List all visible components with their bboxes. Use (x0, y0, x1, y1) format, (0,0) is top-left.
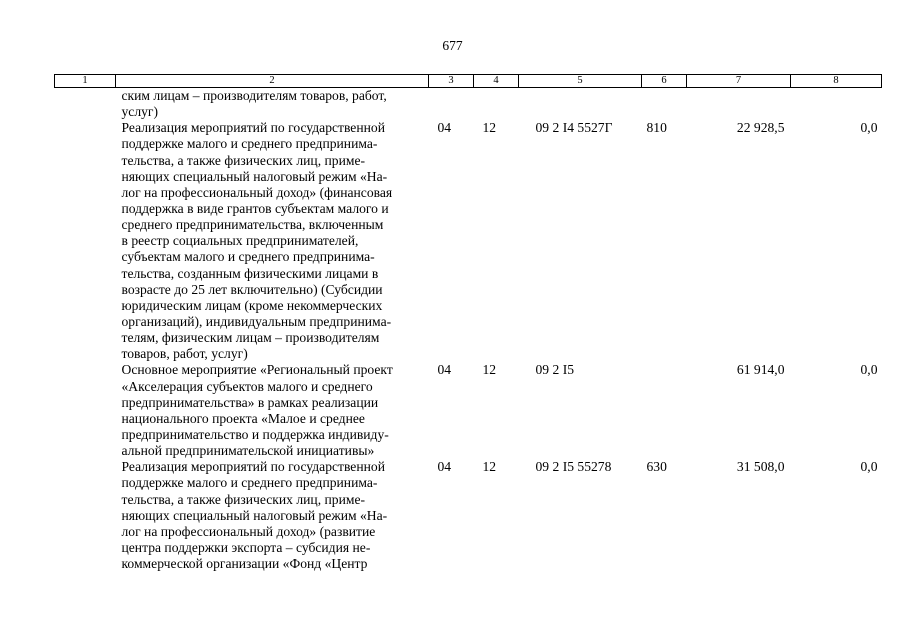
column-header-7: 7 (687, 75, 791, 88)
column-header-2: 2 (116, 75, 429, 88)
row-name-line: Реализация мероприятий по государственной (121, 459, 385, 475)
row-name-line: «Акселерация субъектов малого и среднего (121, 378, 373, 394)
column-header-1: 1 (55, 75, 116, 88)
section-code: 04 (437, 459, 452, 475)
row-name-line: услуг) (121, 104, 159, 120)
row-name-line: тельства, а также физических лиц, приме- (121, 491, 366, 507)
row-name-cell (116, 88, 429, 121)
row-name-line: лог на профессиональный доход» (финансовая (121, 184, 393, 200)
subsection-code: 12 (482, 362, 497, 378)
row-name-line: среднего предпринимательства, включенным (121, 217, 384, 233)
column-header-8: 8 (791, 75, 882, 88)
row-empty-cell (55, 459, 116, 572)
target-article-code: 09 2 I4 5527Г (535, 120, 613, 136)
row-name-line: ским лицам – производителям товаров, работ, (121, 88, 387, 103)
row-name-line: организаций), индивидуальным предпринима- (121, 313, 392, 329)
row-name-line: няющих специальный налоговый режим «На- (121, 507, 388, 523)
expense-type-code (642, 362, 687, 459)
column-header-4: 4 (474, 75, 519, 88)
page-number: 677 (442, 38, 463, 53)
row-name-line: предпринимательства» в рамках реализации (121, 394, 379, 410)
target-article-code (519, 88, 642, 121)
amount-col7: 22 928,5 (736, 120, 785, 136)
table-row (55, 362, 882, 459)
amount-col8 (791, 88, 882, 121)
row-name-line: центра поддержки экспорта – субсидия не- (121, 539, 371, 555)
row-name-line: тельства, а также физических лиц, приме- (121, 152, 366, 168)
expense-type-code: 630 (646, 459, 667, 475)
row-name-cell (116, 459, 429, 572)
row-name-line: коммерческой организации «Фонд «Центр (121, 556, 368, 572)
row-empty-cell (55, 120, 116, 362)
row-name-line: юридическим лицам (кроме некоммерческих (121, 297, 383, 313)
row-name-line: лог на профессиональный доход» (развитие (121, 523, 376, 539)
section-code: 04 (437, 120, 452, 136)
column-header-6: 6 (642, 75, 687, 88)
table-row (55, 88, 882, 121)
row-name-line: предпринимательство и поддержка индивиду- (121, 426, 389, 442)
row-name-line: товаров, работ, услуг) (121, 346, 248, 362)
table-row (55, 120, 882, 362)
table-row (55, 459, 882, 572)
target-article-code: 09 2 I5 (535, 362, 575, 378)
column-number-row (55, 75, 882, 88)
amount-col8: 0,0 (860, 459, 878, 475)
row-empty-cell (55, 362, 116, 459)
row-name-line: в реестр социальных предпринимателей, (121, 233, 359, 249)
column-header-5: 5 (519, 75, 642, 88)
table-body (55, 88, 882, 573)
row-name-line: субъектам малого и среднего предпринима- (121, 249, 375, 265)
expense-type-code: 810 (646, 120, 667, 136)
row-name-line: поддержке малого и среднего предпринима- (121, 136, 378, 152)
amount-col8: 0,0 (860, 120, 878, 136)
amount-col8: 0,0 (860, 362, 878, 378)
row-name-line: альной предпринимательской инициативы» (121, 443, 375, 459)
row-name-cell (116, 362, 429, 459)
subsection-code: 12 (482, 120, 497, 136)
row-name-line: няющих специальный налоговый режим «На- (121, 168, 388, 184)
row-name-line: Основное мероприятие «Региональный проект (121, 362, 393, 378)
row-name-line: телям, физическим лицам – производителям (121, 330, 380, 346)
section-code (429, 88, 474, 121)
row-empty-cell (55, 88, 116, 121)
expense-type-code (642, 88, 687, 121)
subsection-code (474, 88, 519, 121)
row-name-line: национального проекта «Малое и среднее (121, 410, 365, 426)
row-name-line: поддержке малого и среднего предпринима- (121, 475, 378, 491)
target-article-code: 09 2 I5 55278 (535, 459, 612, 475)
amount-col7 (687, 88, 791, 121)
row-name-line: тельства, созданным физическими лицами в (121, 265, 379, 281)
amount-col7: 61 914,0 (736, 362, 785, 378)
column-header-3: 3 (429, 75, 474, 88)
row-name-line: Реализация мероприятий по государственной (121, 120, 385, 136)
row-name-line: поддержка в виде грантов субъектам малого и (121, 200, 389, 216)
section-code: 04 (437, 362, 452, 378)
row-name-cell (116, 120, 429, 362)
subsection-code: 12 (482, 459, 497, 475)
budget-table (54, 74, 882, 572)
row-name-line: возрасте до 25 лет включительно) (Субсидии (121, 281, 383, 297)
amount-col7: 31 508,0 (736, 459, 785, 475)
